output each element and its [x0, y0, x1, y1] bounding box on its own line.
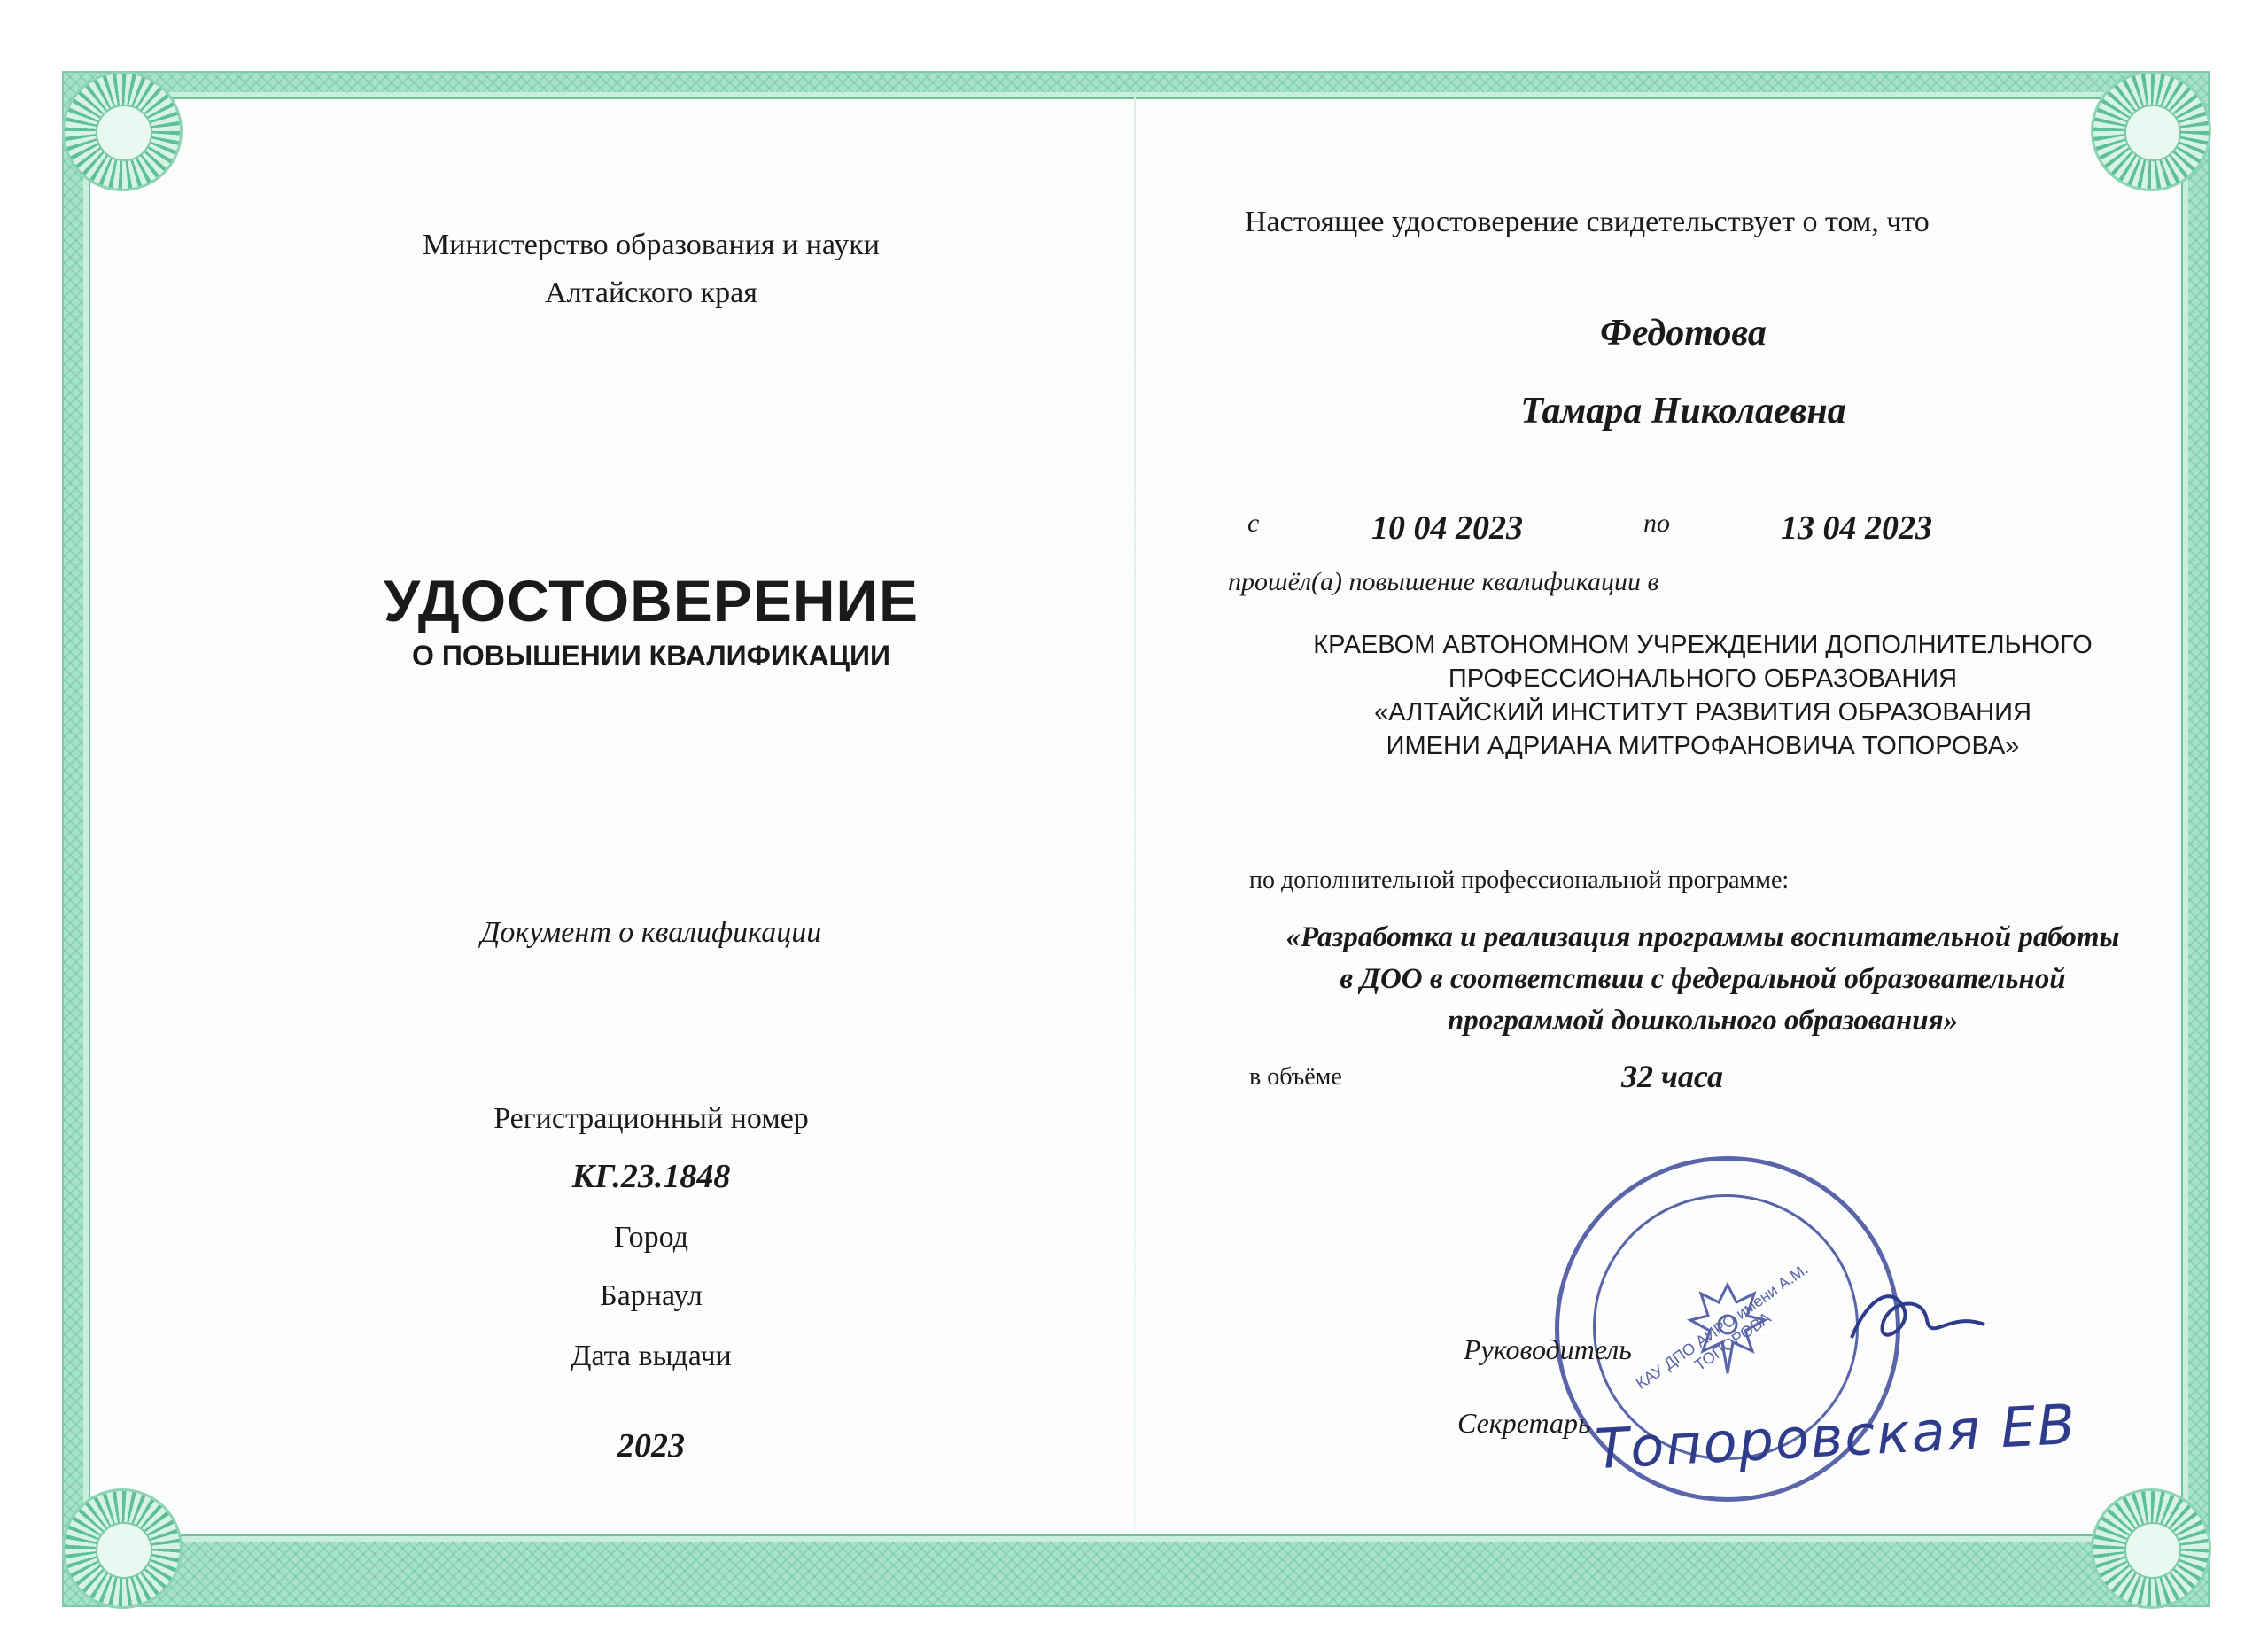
issue-date-label: Дата выдачи: [571, 1340, 732, 1372]
secretary-signature: Топоровская ЕВ: [1593, 1391, 2078, 1482]
seal-ring-text: КАУ ДПО АИРО имени А.М. ТОПОРОВА: [1632, 1260, 1812, 1393]
passed-text: прошёл(а) повышение квалификации в: [1228, 567, 1659, 596]
intro-text: Настоящее удостоверение свидетельствует о том, что: [1245, 206, 1930, 238]
organization-line-4: ИМЕНИ АДРИАНА МИТРОФАНОВИЧА ТОПОРОВА»: [1386, 732, 2020, 760]
corner-rosette-top-right: [2091, 71, 2211, 191]
registration-number: КГ.23.1848: [571, 1158, 731, 1195]
volume-label: в объёме: [1249, 1063, 1342, 1091]
program-line-2: в ДОО в соответствии с федеральной образовательной: [1340, 963, 2066, 995]
program-line-3: программой дошкольного образования»: [1447, 1005, 1959, 1037]
organization-line-3: «АЛТАЙСКИЙ ИНСТИТУТ РАЗВИТИЯ ОБРАЗОВАНИЯ: [1374, 698, 2031, 726]
city-label: Город: [614, 1221, 688, 1254]
document-type: Документ о квалификации: [480, 916, 822, 949]
given-name: Тамара Николаевна: [1520, 391, 1846, 431]
head-signature: [1843, 1276, 1993, 1373]
from-date: 10 04 2023: [1371, 509, 1523, 547]
head-label: Руководитель: [1464, 1333, 1632, 1365]
to-date: 13 04 2023: [1781, 509, 1932, 547]
organization-line-1: КРАЕВОМ АВТОНОМНОМ УЧРЕЖДЕНИИ ДОПОЛНИТЕЛЬНОГО: [1313, 631, 2093, 659]
volume-value: 32 часа: [1621, 1059, 1723, 1094]
organization-line-2: ПРОФЕССИОНАЛЬНОГО ОБРАЗОВАНИЯ: [1448, 664, 1958, 693]
surname: Федотова: [1600, 313, 1767, 353]
program-line-1: «Разработка и реализация программы воспитательной работы: [1285, 921, 2120, 953]
issue-year: 2023: [617, 1427, 685, 1464]
ministry-line-1: Министерство образования и науки: [423, 229, 880, 261]
eagle-emblem-icon: [1683, 1276, 1772, 1382]
page-fold: [1134, 97, 1136, 1533]
certificate-title: УДОСТОВЕРЕНИЕ: [384, 568, 919, 633]
corner-rosette-top-left: [62, 71, 183, 191]
registration-label: Регистрационный номер: [493, 1102, 809, 1135]
program-label: по дополнительной профессиональной программе:: [1249, 866, 1790, 894]
corner-rosette-bottom-right: [2091, 1488, 2211, 1609]
secretary-label: Секретарь: [1457, 1407, 1591, 1439]
ministry-line-2: Алтайского края: [545, 276, 757, 309]
city-value: Барнаул: [600, 1279, 703, 1312]
from-label: с: [1247, 509, 1260, 538]
certificate-subtitle: О ПОВЫШЕНИИ КВАЛИФИКАЦИИ: [412, 640, 890, 672]
corner-rosette-bottom-left: [62, 1488, 183, 1609]
to-label: по: [1643, 509, 1670, 538]
